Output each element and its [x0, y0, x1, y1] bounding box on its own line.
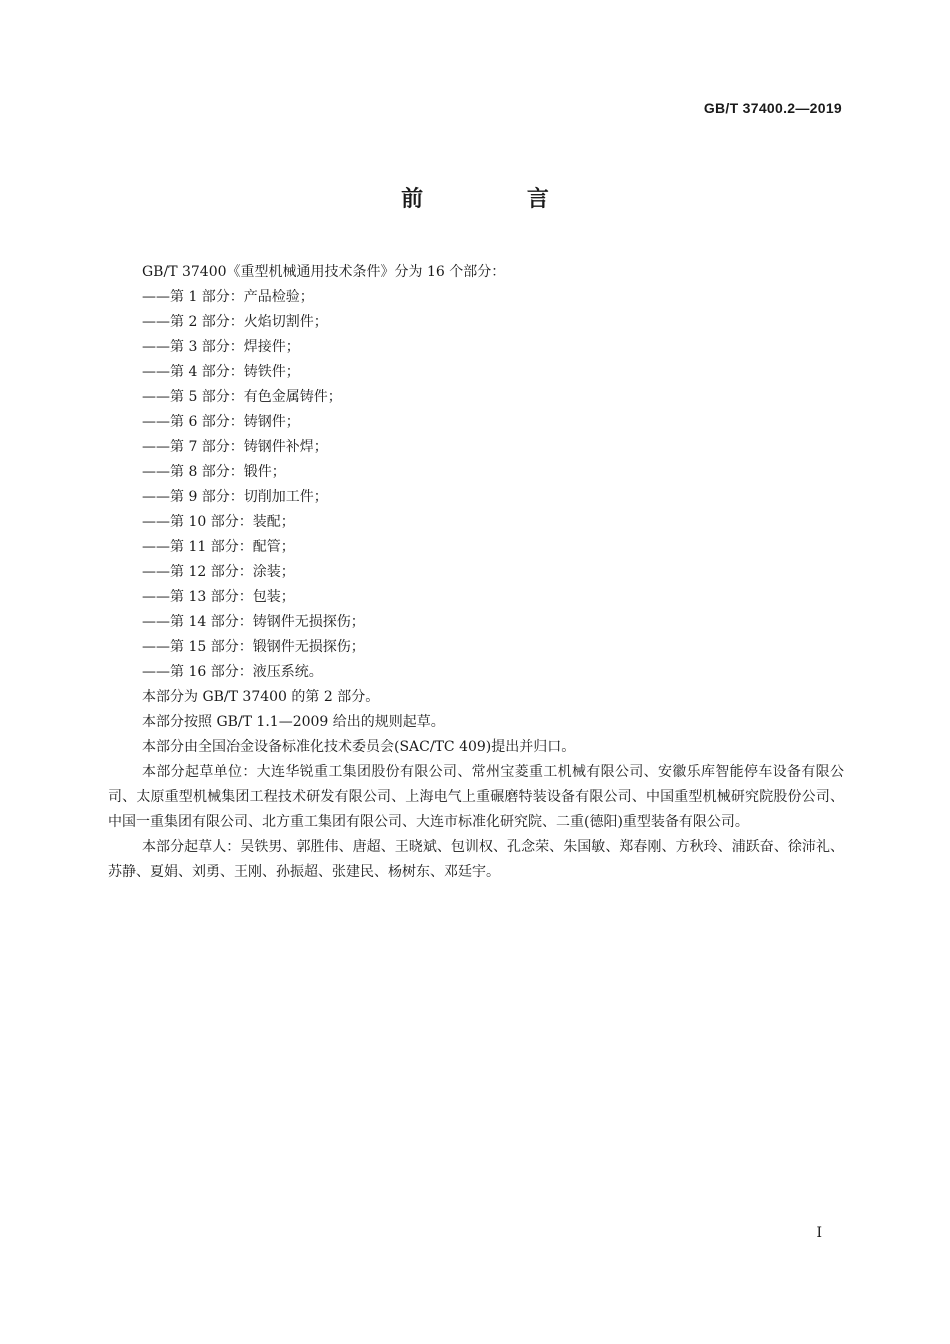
page-number: I	[816, 1225, 822, 1241]
list-item: ——第 4 部分：铸铁件；	[142, 364, 300, 380]
list-item: ——第 7 部分：铸钢件补焊；	[142, 439, 328, 455]
drafters-paragraph: 本部分起草人：吴铁男、郭胜伟、唐超、王晓斌、包训权、孔念荣、朱国敏、郑春刚、方秋玲、浦跃奋、徐沛礼、苏静、夏娟、刘勇、王刚、孙振超、张建民、杨树东、邓廷宇。	[108, 839, 844, 880]
list-item: ——第 3 部分：焊接件；	[142, 339, 300, 355]
page-title: 前 言	[401, 187, 597, 212]
standard-number: GB/T 37400.2—2019	[703, 100, 842, 116]
list-item: ——第 14 部分：铸钢件无损探伤；	[142, 614, 365, 630]
drafting-units-paragraph: 本部分起草单位：大连华锐重工集团股份有限公司、常州宝菱重工机械有限公司、安徽乐库智能停车设备有限公司、太原重型机械集团工程技术研发有限公司、上海电气上重碾磨特装设备有限公司、中国重型机械研究院股份公司、中国一重集团有限公司、北方重工集团有限公司、大连市标准化研究院、二重(德阳)重型装备有限公司。	[108, 764, 844, 830]
intro-paragraph: GB/T 37400《重型机械通用技术条件》分为 16 个部分：	[142, 264, 506, 280]
parts-list	[108, 285, 844, 685]
list-item: ——第 8 部分：锻件；	[142, 464, 286, 480]
list-item: ——第 11 部分：配管；	[142, 539, 295, 555]
list-item: ——第 13 部分：包装；	[142, 589, 295, 605]
list-item: ——第 10 部分：装配；	[142, 514, 295, 530]
list-item: ——第 5 部分：有色金属铸件；	[142, 389, 342, 405]
list-item: ——第 2 部分：火焰切割件；	[142, 314, 328, 330]
drafting-rules-paragraph: 本部分按照 GB/T 1.1—2009 给出的规则起草。	[142, 714, 445, 730]
list-item: ——第 1 部分：产品检验；	[142, 289, 314, 305]
list-item: ——第 16 部分：液压系统。	[142, 664, 323, 680]
proposer-paragraph: 本部分由全国冶金设备标准化技术委员会(SAC/TC 409)提出并归口。	[142, 739, 576, 755]
foreword-body	[108, 260, 844, 885]
part-statement-paragraph: 本部分为 GB/T 37400 的第 2 部分。	[142, 689, 380, 705]
list-item: ——第 12 部分：涂装；	[142, 564, 295, 580]
list-item: ——第 6 部分：铸钢件；	[142, 414, 300, 430]
list-item: ——第 9 部分：切削加工件；	[142, 489, 328, 505]
list-item: ——第 15 部分：锻钢件无损探伤；	[142, 639, 365, 655]
